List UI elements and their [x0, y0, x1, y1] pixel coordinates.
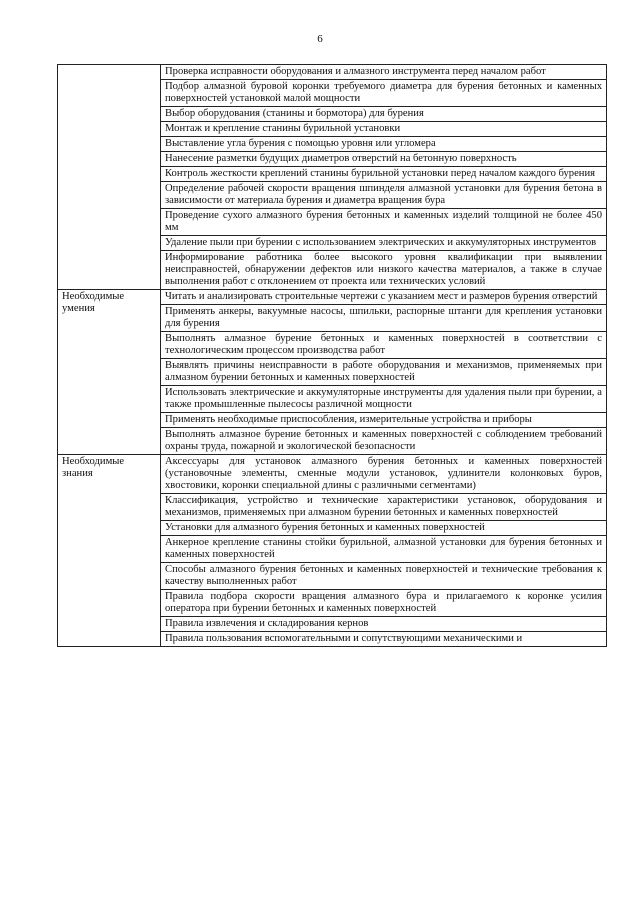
requirement-item: Нанесение разметки будущих диаметров отверстий на бетонную поверхность — [161, 152, 607, 167]
requirement-item: Информирование работника более высокого уровня квалификации при выявлении неисправностей, обнаружении дефектов или низкого качества материалов, а также в случае выполнения работ с отклонением от проекта или технических условий — [161, 251, 607, 290]
requirement-item: Анкерное крепление станины стойки бурильной, алмазной установки для бурения бетонных и каменных поверхностей — [161, 536, 607, 563]
requirement-item: Выбор оборудования (станины и бормотора) для бурения — [161, 107, 607, 122]
requirement-item: Правила подбора скорости вращения алмазного бура и прилагаемого к коронке усилия оператора при бурении бетонных и каменных поверхностей — [161, 590, 607, 617]
requirement-item: Выполнять алмазное бурение бетонных и каменных поверхностей с соблюдением требований охраны труда, пожарной и экологической безопасности — [161, 428, 607, 455]
requirements-table — [57, 64, 607, 647]
requirement-item: Монтаж и крепление станины бурильной установки — [161, 122, 607, 137]
requirement-item: Использовать электрические и аккумуляторные инструменты для удаления пыли при бурении, а также промышленные пылесосы различной мощности — [161, 386, 607, 413]
requirement-item: Применять анкеры, вакуумные насосы, шпильки, распорные штанги для крепления установки для бурения — [161, 305, 607, 332]
requirement-item: Проверка исправности оборудования и алмазного инструмента перед началом работ — [161, 65, 607, 80]
table-row — [58, 65, 607, 80]
requirement-item: Установки для алмазного бурения бетонных и каменных поверхностей — [161, 521, 607, 536]
requirement-item: Выполнять алмазное бурение бетонных и каменных поверхностей в соответствии с технологическим процессом производства работ — [161, 332, 607, 359]
requirement-item: Правила извлечения и складирования кернов — [161, 617, 607, 632]
requirement-item: Выставление угла бурения с помощью уровня или угломера — [161, 137, 607, 152]
requirement-item: Применять необходимые приспособления, измерительные устройства и приборы — [161, 413, 607, 428]
requirement-item: Аксессуары для установок алмазного бурения бетонных и каменных поверхностей (установочные элементы, сменные модули установок, удлинители колонковых буров, хвостовики, коронки специальной длины с различными сегментами) — [161, 455, 607, 494]
requirement-item: Определение рабочей скорости вращения шпинделя алмазной установки для бурения бетона в зависимости от материала бурения и диаметра вращения бура — [161, 182, 607, 209]
page-number: 6 — [317, 33, 323, 45]
requirement-item: Выявлять причины неисправности в работе оборудования и механизмов, применяемых при алмазном бурении бетонных и каменных поверхностей — [161, 359, 607, 386]
requirement-item: Удаление пыли при бурении с использованием электрических и аккумуляторных инструментов — [161, 236, 607, 251]
requirement-item: Проведение сухого алмазного бурения бетонных и каменных изделий толщиной не более 450 мм — [161, 209, 607, 236]
requirement-item: Читать и анализировать строительные чертежи с указанием мест и размеров бурения отверстий — [161, 290, 607, 305]
requirement-item: Классификация, устройство и технические характеристики установок, оборудования и механизмов, применяемых при алмазном бурении бетонных и каменных поверхностей — [161, 494, 607, 521]
requirement-item: Правила пользования вспомогательными и сопутствующими механическими и — [161, 632, 607, 647]
requirement-item: Подбор алмазной буровой коронки требуемого диаметра для бурения бетонных и каменных поверхностей установкой малой мощности — [161, 80, 607, 107]
section-label — [58, 65, 161, 290]
requirement-item: Контроль жесткости креплений станины бурильной установки перед началом каждого бурения — [161, 167, 607, 182]
table-row — [58, 290, 607, 305]
section-label: Необходимые умения — [58, 290, 161, 455]
table-row — [58, 455, 607, 494]
requirement-item: Способы алмазного бурения бетонных и каменных поверхностей и технические требования к качеству выполненных работ — [161, 563, 607, 590]
section-label: Необходимые знания — [58, 455, 161, 647]
